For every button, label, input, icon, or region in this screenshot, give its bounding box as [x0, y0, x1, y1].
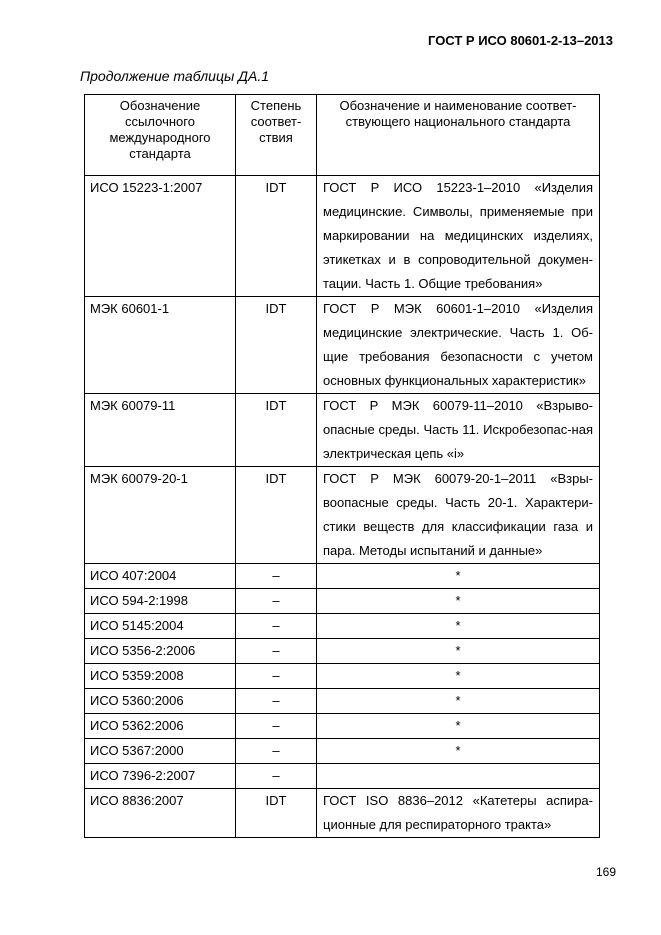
conformity-degree-cell: –: [236, 739, 317, 764]
reference-standard-cell: МЭК 60079-11: [85, 394, 236, 467]
conformity-degree-cell: IDT: [236, 394, 317, 467]
national-standard-cell: *: [317, 689, 600, 714]
conformity-degree-cell: –: [236, 639, 317, 664]
national-standard-cell: ГОСТ ISO 8836–2012 «Катетеры аспира-ционные для респираторного тракта»: [317, 789, 600, 838]
table-row: [85, 614, 600, 639]
conformity-degree-cell: –: [236, 714, 317, 739]
table-row: [85, 176, 600, 297]
table-row: [85, 297, 600, 394]
table-row: [85, 394, 600, 467]
reference-standard-cell: ИСО 8836:2007: [85, 789, 236, 838]
national-standard-cell: *: [317, 714, 600, 739]
table-row: [85, 589, 600, 614]
conformity-degree-cell: –: [236, 589, 317, 614]
header-degree-of-conformity: Степень соответ-ствия: [236, 95, 317, 176]
national-standard-cell: *: [317, 664, 600, 689]
national-standard-cell: *: [317, 739, 600, 764]
table-body: [85, 176, 600, 838]
document-standard-header: ГОСТ Р ИСО 80601-2-13–2013: [428, 33, 613, 48]
conformity-degree-cell: –: [236, 664, 317, 689]
reference-standard-cell: ИСО 594-2:1998: [85, 589, 236, 614]
table-row: [85, 714, 600, 739]
conformity-degree-cell: –: [236, 689, 317, 714]
reference-standard-cell: ИСО 5362:2006: [85, 714, 236, 739]
national-standard-cell: [317, 764, 600, 789]
reference-standard-cell: ИСО 5145:2004: [85, 614, 236, 639]
conformity-degree-cell: –: [236, 764, 317, 789]
page-number: 169: [595, 865, 616, 879]
table-continuation-title: Продолжение таблицы ДА.1: [80, 68, 270, 84]
header-national-standard: Обозначение и наименование соответ-ствующего национального стандарта: [317, 95, 600, 176]
national-standard-cell: ГОСТ Р МЭК 60601-1–2010 «Изделия медицинские электрические. Часть 1. Об-щие требования безопасности с учетом основных функциональных характеристик»: [317, 297, 600, 394]
reference-standard-cell: ИСО 5367:2000: [85, 739, 236, 764]
table-row: [85, 739, 600, 764]
reference-standard-cell: ИСО 407:2004: [85, 564, 236, 589]
reference-standard-cell: ИСО 5359:2008: [85, 664, 236, 689]
national-standard-cell: ГОСТ Р ИСО 15223-1–2010 «Изделия медицинские. Символы, применяемые при маркировании на медицинских изделиях, этикетках и в сопроводительной докумен-тации. Часть 1. Общие требования»: [317, 176, 600, 297]
conformity-degree-cell: IDT: [236, 297, 317, 394]
conformity-degree-cell: –: [236, 614, 317, 639]
national-standard-cell: *: [317, 589, 600, 614]
reference-standard-cell: ИСО 7396-2:2007: [85, 764, 236, 789]
table-header-row: [85, 95, 600, 176]
national-standard-cell: ГОСТ Р МЭК 60079-11–2010 «Взрыво-опасные среды. Часть 11. Искробезопас-ная электрическая цепь «i»: [317, 394, 600, 467]
table-row: [85, 789, 600, 838]
table-row: [85, 764, 600, 789]
table-row: [85, 564, 600, 589]
table-row: [85, 639, 600, 664]
reference-standard-cell: ИСО 5360:2006: [85, 689, 236, 714]
table-row: [85, 664, 600, 689]
conformity-degree-cell: IDT: [236, 467, 317, 564]
reference-standard-cell: ИСО 5356-2:2006: [85, 639, 236, 664]
table-row: [85, 467, 600, 564]
header-international-standard: Обозначение ссылочного международного стандарта: [85, 95, 236, 176]
conformity-degree-cell: –: [236, 564, 317, 589]
reference-standard-cell: МЭК 60601-1: [85, 297, 236, 394]
correspondence-table: [84, 94, 600, 838]
conformity-degree-cell: IDT: [236, 176, 317, 297]
conformity-degree-cell: IDT: [236, 789, 317, 838]
national-standard-cell: *: [317, 564, 600, 589]
national-standard-cell: *: [317, 614, 600, 639]
national-standard-cell: *: [317, 639, 600, 664]
reference-standard-cell: ИСО 15223-1:2007: [85, 176, 236, 297]
table-row: [85, 689, 600, 714]
reference-standard-cell: МЭК 60079-20-1: [85, 467, 236, 564]
national-standard-cell: ГОСТ Р МЭК 60079-20-1–2011 «Взры-воопасные среды. Часть 20-1. Характери-стики веществ для классификации газа и пара. Методы испытаний и данные»: [317, 467, 600, 564]
